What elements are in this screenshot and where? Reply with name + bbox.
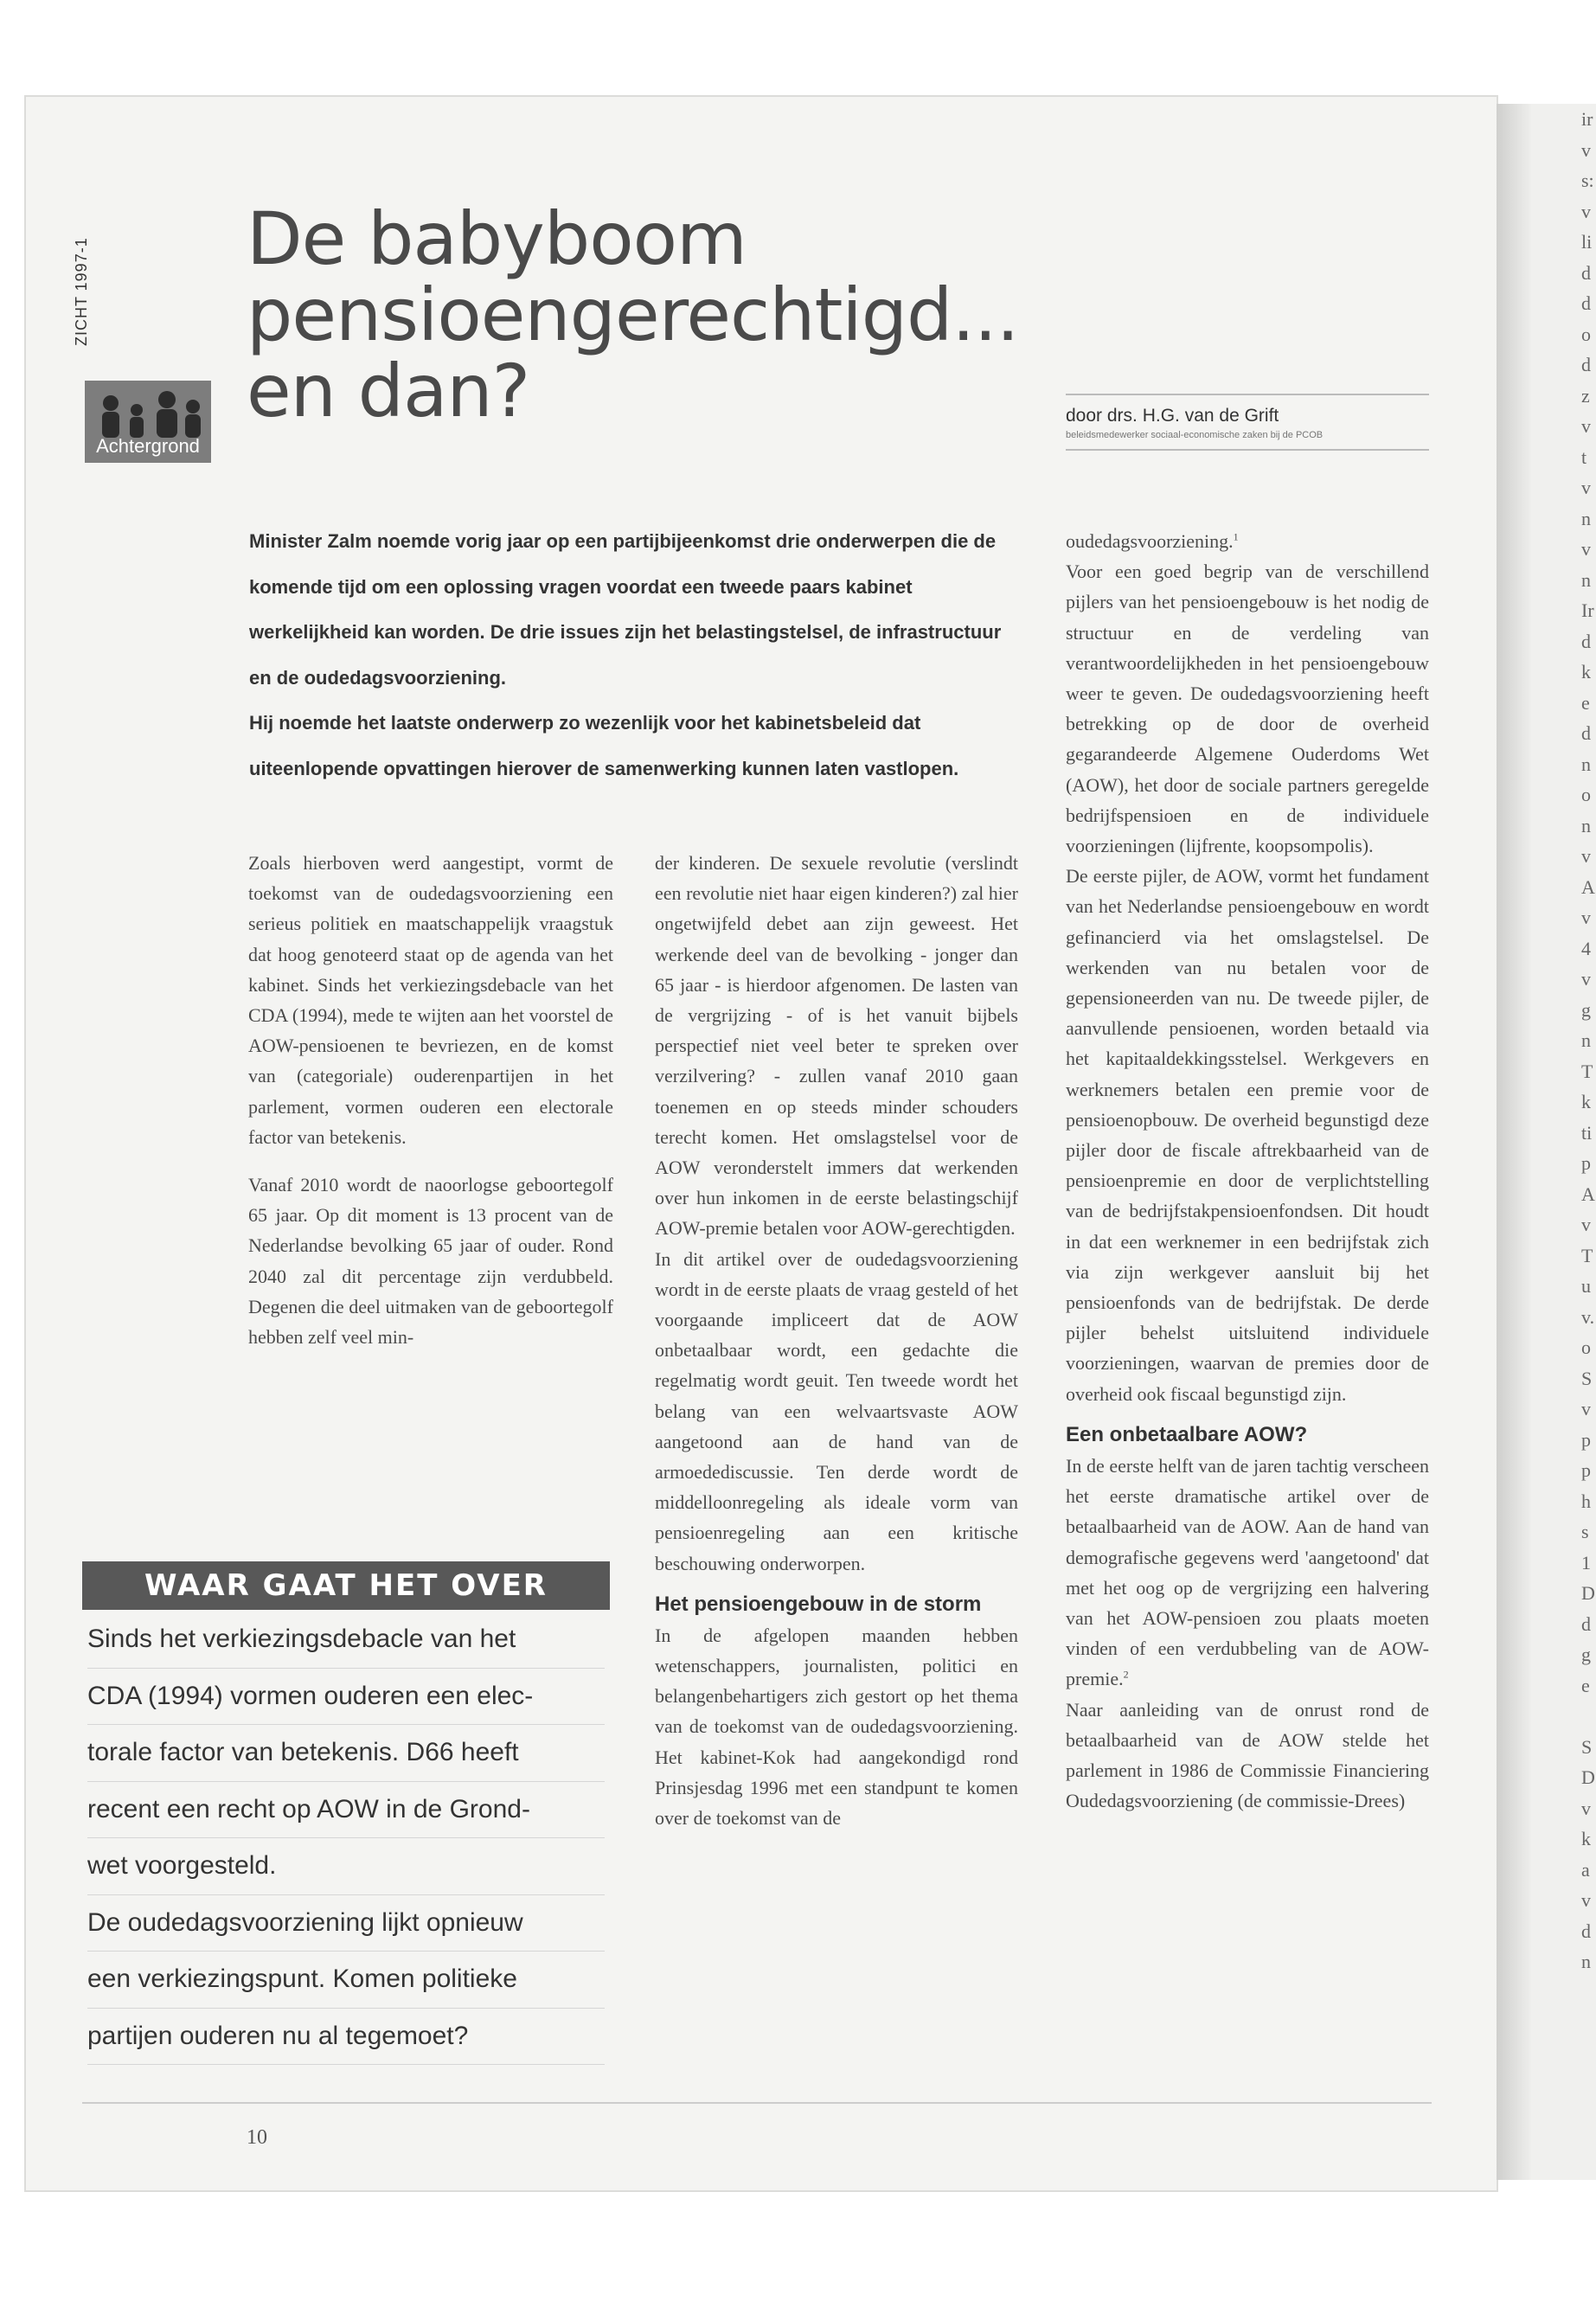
column-2 — [655, 848, 1018, 1833]
next-page-glyph: S — [1581, 1367, 1593, 1389]
next-page-glyph: p — [1581, 1152, 1591, 1174]
running-head: ZICHT 1997-1 — [73, 237, 90, 346]
next-page-glyph: D — [1581, 1582, 1595, 1604]
next-page-fragment — [1531, 104, 1596, 2180]
next-page-glyph: T — [1581, 1244, 1593, 1266]
callout-line: partijen ouderen nu al tegemoet? — [87, 2009, 605, 2066]
body-paragraph: der kinderen. De sexuele revolutie (verslindt een revolutie niet haar eigen kinderen?) zal hier ongetwijfeld debet aan zijn geweest. Het werkende deel van de bevolking - jonger dan 65 jaar - is hierdoor afgenomen. De lasten van de vergrijzing - of is het vanuit bijbels perspectief niet veel beter te spreken over verzilvering? - zullen vanaf 2010 gaan toenemen en op steeds minder schouders terecht komen. Het omslagstelsel voor de AOW veronderstelt immers dat werkenden over hun inkomen in de eerste belastingschijf AOW-premie betalen voor AOW-gerechtigden. — [655, 852, 1018, 1240]
next-page-glyph: z — [1581, 384, 1590, 407]
next-page-glyph: v — [1581, 138, 1591, 161]
lead-paragraph — [249, 519, 1010, 792]
section-badge — [85, 381, 211, 463]
body-paragraph: Naar aanleiding van de onrust rond de betaalbaarheid van de AOW stelde het parlement in 1986 de Commissie Financiering Oudedagsvoorziening (de commissie-Drees) — [1066, 1698, 1429, 1812]
callout-line: Sinds het verkiezingsdebacle van het — [87, 1612, 605, 1669]
author-name: door drs. H.G. van de Grift — [1066, 406, 1279, 426]
next-page-glyph: A — [1581, 875, 1595, 898]
next-page-glyph: g — [1581, 1644, 1591, 1665]
body-paragraph: Vanaf 2010 wordt de naoorlogse geboortegolf 65 jaar. Op dit moment is 13 procent van de Nederlandse bevolking 65 jaar of ouder. Rond 2040 zal dit percentage zijn verdubbeld. Degenen die deel uitmaken van de geboortegolf hebben zelf veel min- — [248, 1174, 613, 1349]
callout-line: De oudedagsvoorziening lijkt opnieuw — [87, 1895, 605, 1952]
page-number: 10 — [247, 2126, 267, 2149]
title-line-2: en dan? — [247, 349, 530, 433]
next-page-glyph: n — [1581, 1951, 1591, 1972]
next-page-glyph: h — [1581, 1490, 1591, 1512]
next-page-glyph: S — [1581, 1735, 1593, 1758]
next-page-glyph: p — [1581, 1459, 1591, 1481]
body-paragraph: Voor een goed begrip van de verschillend pijlers van het pensioengebouw is het nodig de structuur en de verdeling van verantwoordelijkheden in het pensioengebouw weer te geven. De oudedagsvoorziening heeft betrekking op de door de overheid gegarandeerde Algemene Ouderdoms Wet (AOW), het door de sociale partners geregelde bedrijfspensioen en de individuele voorzieningen (lijfrente, koopsompolis). — [1066, 561, 1429, 857]
body-text: oudedagsvoorziening. — [1066, 530, 1234, 552]
next-page-glyph: k — [1581, 1091, 1591, 1112]
body-paragraph: In dit artikel over de oudedagsvoorziening wordt in de eerste plaats de vraag gesteld of het voorgaande impliceert dat de AOW onbetaalbaar wordt, een gedachte die regelmatig wordt geuit. Ten tweede wordt het belang van een welvaartsvaste AOW aangetoond aan de hand van de armoedediscussie. Ten derde wordt de middelloonregeling als ideale vorm van pensioenregeling aan een kritische beschouwing onderworpen. — [655, 1247, 1018, 1574]
next-page-glyph: o — [1581, 323, 1591, 345]
next-page-glyph: v — [1581, 1889, 1591, 1911]
next-page-glyph: T — [1581, 1060, 1593, 1082]
footer-rule — [82, 2102, 1432, 2104]
next-page-glyph: o — [1581, 1336, 1591, 1358]
next-page-glyph: v — [1581, 907, 1591, 928]
next-page-glyph: A — [1581, 1183, 1595, 1205]
next-page-glyph: k — [1581, 1828, 1591, 1849]
next-page-glyph: Ir — [1581, 599, 1594, 621]
next-page-glyph: n — [1581, 753, 1591, 775]
next-page-glyph: o — [1581, 784, 1591, 805]
next-page-glyph: v — [1581, 1797, 1591, 1819]
body-paragraph: De eerste pijler, de AOW, vormt het fundament van het Nederlandse pensioengebouw en wordt gefinancierd via het omslagstelsel. De werkenden van nu betalen voor de gepensioneerden van nu. De tweede pijler, de aanvullende pensioenen, worden betaald via het kapitaaldekkingsstelsel. Werkgevers en werknemers betalen een premie voor de pensioenopbouw. De overheid begunstigd deze pijler door de fiscale aftrekbaarheid van de pensioenpremie en door de verplichtstelling van de bedrijfstakpensioenfondsen. Dit houdt in dat een werknemer in een bedrijfstak zich via zijn werkgever aansluit bij het pensioenfonds van de bedrijfstak. De derde pijler behelst uitsluitend individuele voorzieningen, waarvan de premies door de overheid ook fiscaal begunstigd zijn. — [1066, 865, 1429, 1405]
next-page-glyph: li — [1581, 231, 1593, 253]
footnote-ref: 1 — [1233, 530, 1239, 543]
next-page-glyph: D — [1581, 1766, 1595, 1788]
next-page-glyph: g — [1581, 998, 1591, 1021]
byline — [1066, 394, 1429, 451]
next-page-glyph: v — [1581, 968, 1591, 990]
next-page-glyph: k — [1581, 661, 1591, 683]
next-page-glyph: t — [1581, 445, 1587, 468]
body-paragraph — [1066, 526, 1429, 556]
callout-line: torale factor van betekenis. D66 heeft — [87, 1725, 605, 1782]
next-page-glyph: d — [1581, 1612, 1591, 1635]
lead-p2: Hij noemde het laatste onderwerp zo wezenlijk voor het kabinetsbeleid dat uiteenlopende opvattingen hierover de samenwerking kunnen laten vastlopen. — [249, 712, 959, 779]
next-page-glyph: d — [1581, 292, 1591, 314]
body-text: In de eerste helft van de jaren tachtig verscheen het eerste dramatische artikel over de betaalbaarheid van de AOW. Aan de hand van demografische gegevens werd 'aangetoond' dat met het oog op de vergrijzing een halvering van het AOW-pensioen zou plaats moeten vinden of een verdubbeling van de AOW-premie. — [1066, 1454, 1429, 1690]
next-page-glyph: a — [1581, 1858, 1590, 1881]
next-page-glyph: e — [1581, 1674, 1590, 1696]
subheading: Het pensioengebouw in de storm — [655, 1592, 982, 1616]
callout-box — [82, 1561, 610, 2067]
next-page-glyph: d — [1581, 722, 1591, 744]
next-page-glyph: v — [1581, 415, 1591, 437]
next-page-glyph: v. — [1581, 1305, 1595, 1328]
next-page-glyph: v — [1581, 477, 1591, 498]
next-page-glyph: d — [1581, 1920, 1591, 1942]
next-page-glyph: v — [1581, 845, 1591, 867]
lead-p1: Minister Zalm noemde vorig jaar op een partijbijeenkomst drie onderwerpen die de komende tijd om een oplossing vragen voordat een tweede paars kabinet werkelijkheid kan worden. De drie issues zijn het belastingstelsel, de infrastructuur en de oudedagsvoorziening. — [249, 530, 1002, 689]
footnote-ref: 2 — [1123, 1668, 1129, 1681]
callout-heading: WAAR GAAT HET OVER — [82, 1561, 610, 1610]
callout-line: een verkiezingspunt. Komen politieke — [87, 1952, 605, 2009]
next-page-glyph: d — [1581, 630, 1591, 652]
callout-body — [82, 1610, 610, 2067]
body-paragraph: In de afgelopen maanden hebben wetenschappers, journalisten, politici en belangenbehartigers zich gestort op het thema van de toekomst van de oudedagsvoorziening. Het kabinet-Kok had aangekondigd rond Prinsjesdag 1996 met een standpunt te komen over de toekomst van de — [655, 1624, 1018, 1830]
callout-line: recent een recht op AOW in de Grond- — [87, 1782, 605, 1839]
next-page-glyph: v — [1581, 1214, 1591, 1235]
body-paragraph: Zoals hierboven werd aangestipt, vormt de toekomst van de oudedagsvoorziening een serieus politiek en maatschappelijk vraagstuk dat hoog genoteerd staat op de agenda van het kabinet. Sinds het verkiezingsdebacle van het CDA (1994), mede te wijten aan het voorstel de AOW-pensioenen te bevriezen, en de komst van (categoriale) ouderenpartijen in het parlement, vormen ouderen een electorale factor van betekenis. — [248, 852, 613, 1148]
section-label: Achtergrond — [96, 435, 200, 457]
next-page-glyph: ti — [1581, 1121, 1593, 1144]
next-page-glyph — [1531, 1701, 1596, 1732]
author-role: beleidsmedewerker sociaal-economische zaken bij de PCOB — [1066, 430, 1324, 440]
next-page-glyph: v — [1581, 538, 1591, 560]
next-page-glyph: v — [1581, 200, 1591, 222]
subheading: Een onbetaalbare AOW? — [1066, 1422, 1308, 1446]
next-page-glyph: v — [1581, 1398, 1591, 1420]
next-page-glyph: u — [1581, 1275, 1591, 1297]
callout-line: CDA (1994) vormen ouderen een elec- — [87, 1669, 605, 1726]
next-page-glyph: s: — [1581, 170, 1594, 191]
page-spine — [1497, 104, 1531, 2180]
next-page-glyph: p — [1581, 1428, 1591, 1451]
next-page-glyph: n — [1581, 1029, 1591, 1051]
next-page-glyph: d — [1581, 261, 1591, 284]
column-3 — [1066, 526, 1429, 1816]
next-page-glyph: ir — [1581, 108, 1593, 130]
next-page-glyph: e — [1581, 691, 1590, 714]
next-page-glyph: n — [1581, 507, 1591, 529]
next-page-glyph: n — [1581, 814, 1591, 836]
next-page-glyph: 4 — [1581, 937, 1591, 959]
body-paragraph — [1066, 1451, 1429, 1695]
title-line-1: De babyboom pensioengerechtigd... — [247, 196, 1019, 357]
people-icon — [85, 386, 211, 438]
column-1 — [248, 848, 613, 1352]
callout-line: wet voorgesteld. — [87, 1838, 605, 1895]
next-page-glyph: d — [1581, 354, 1591, 375]
next-page-glyph: s — [1581, 1521, 1589, 1542]
next-page-glyph: 1 — [1581, 1551, 1591, 1574]
next-page-glyph: n — [1581, 568, 1591, 591]
